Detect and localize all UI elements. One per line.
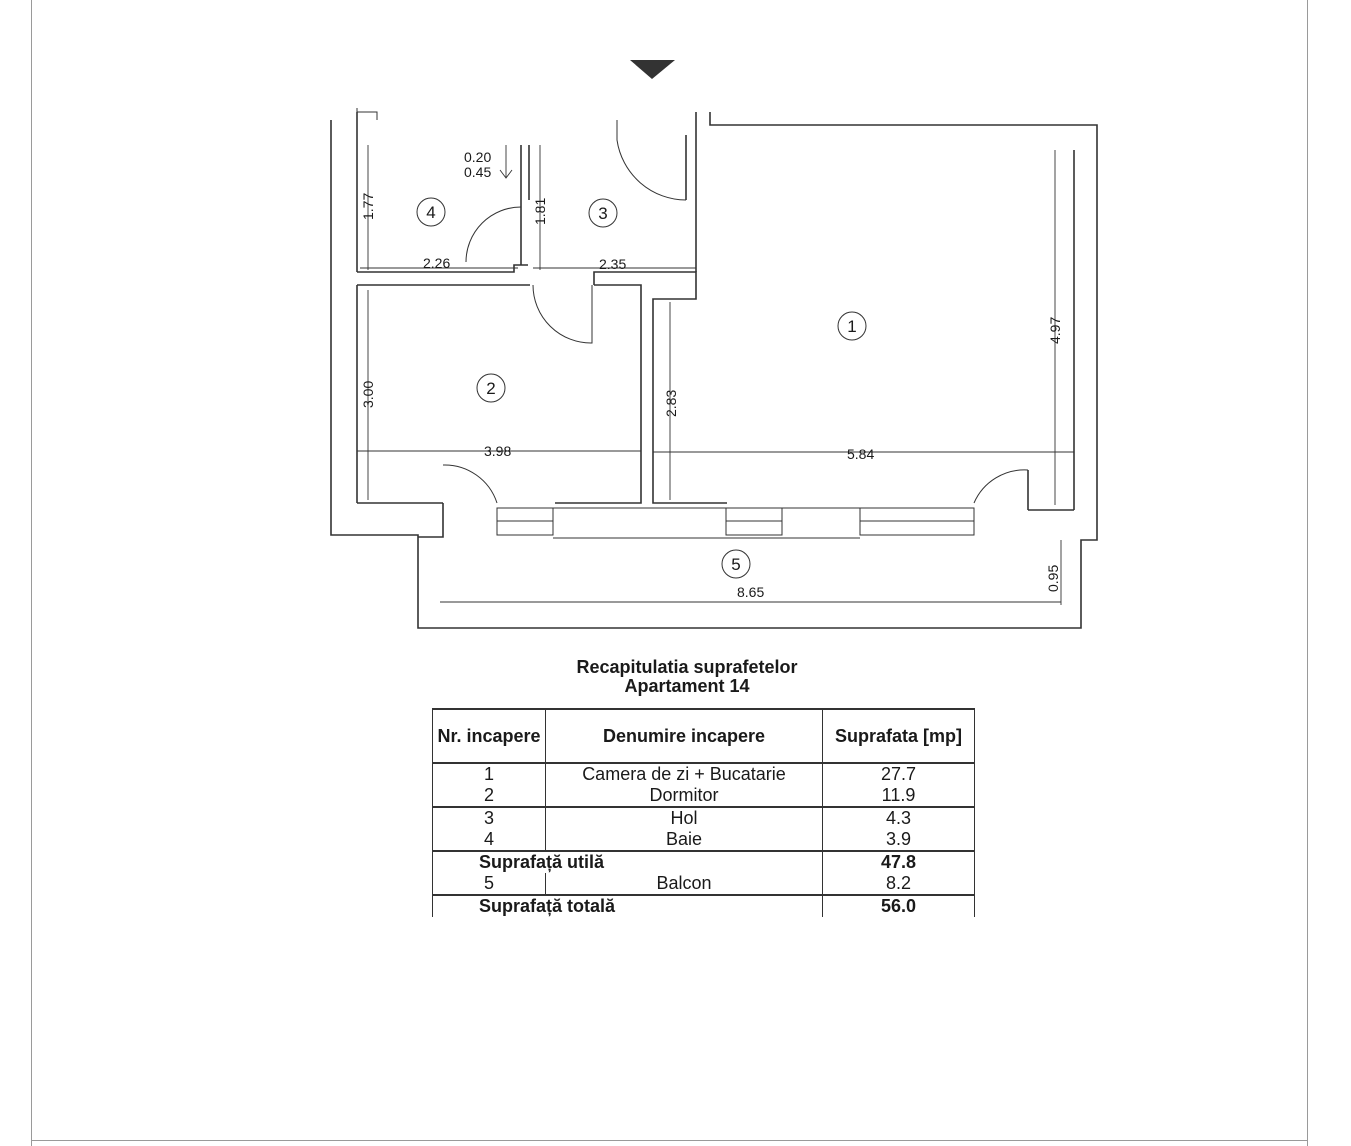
cell-nr: 1	[433, 763, 546, 785]
total-area-label: Suprafață totală	[433, 895, 823, 917]
cell-name: Camera de zi + Bucatarie	[546, 763, 823, 785]
summary-subtitle: Apartament 14	[624, 676, 750, 696]
useful-area-row	[433, 851, 975, 873]
cell-name: Hol	[546, 807, 823, 829]
walls	[331, 108, 1097, 628]
table-row	[433, 873, 975, 895]
dimension-lines	[357, 145, 1074, 605]
useful-area-label: Suprafață utilă	[433, 851, 823, 873]
header-suprafata: Suprafata [mp]	[823, 709, 975, 763]
cell-area: 8.2	[823, 873, 975, 895]
dim-3-98: 3.98	[484, 443, 512, 459]
dim-2-83: 2.83	[663, 389, 679, 417]
svg-text:4: 4	[426, 203, 436, 222]
table-header-row	[433, 709, 975, 763]
room-marker-3	[589, 199, 617, 227]
svg-text:3: 3	[598, 204, 608, 223]
cell-nr: 4	[433, 829, 546, 851]
entrance-arrow-icon	[630, 60, 675, 79]
dim-1-77: 1.77	[360, 192, 376, 220]
dim-0-95: 0.95	[1045, 564, 1061, 592]
cell-nr: 2	[433, 785, 546, 807]
cell-area: 11.9	[823, 785, 975, 807]
doors	[443, 120, 1028, 503]
dim-1-81: 1.81	[532, 197, 548, 225]
svg-text:5: 5	[731, 555, 741, 574]
table-row	[433, 829, 975, 851]
summary-title: Recapitulatia suprafetelor	[576, 657, 798, 677]
dim-4-97: 4.97	[1047, 316, 1063, 344]
dim-3-00: 3.00	[360, 380, 376, 408]
room-marker-2	[477, 374, 505, 402]
page-frame-bottom	[31, 1140, 1308, 1141]
header-nr: Nr. incapere	[433, 709, 546, 763]
svg-text:1: 1	[847, 317, 857, 336]
table-row	[433, 807, 975, 829]
total-area-row	[433, 895, 975, 917]
dim-0-45: 0.45	[464, 164, 492, 180]
room-marker-5	[722, 550, 750, 578]
cell-area: 27.7	[823, 763, 975, 785]
dim-8-65: 8.65	[737, 584, 765, 600]
dim-5-84: 5.84	[847, 446, 875, 462]
table-row	[433, 785, 975, 807]
room-marker-4	[417, 198, 445, 226]
area-summary-table	[432, 708, 975, 917]
cell-nr: 3	[433, 807, 546, 829]
cell-area: 3.9	[823, 829, 975, 851]
room-marker-1	[838, 312, 866, 340]
header-denumire: Denumire incapere	[546, 709, 823, 763]
useful-area-value: 47.8	[823, 851, 975, 873]
cell-name: Baie	[546, 829, 823, 851]
dim-2-35: 2.35	[599, 256, 627, 272]
cell-name: Dormitor	[546, 785, 823, 807]
dim-2-26: 2.26	[423, 255, 451, 271]
svg-text:2: 2	[486, 379, 496, 398]
dim-0-20: 0.20	[464, 149, 492, 165]
cell-area: 4.3	[823, 807, 975, 829]
total-area-value: 56.0	[823, 895, 975, 917]
table-row	[433, 763, 975, 785]
cell-name: Balcon	[546, 873, 823, 895]
cell-nr: 5	[433, 873, 546, 895]
